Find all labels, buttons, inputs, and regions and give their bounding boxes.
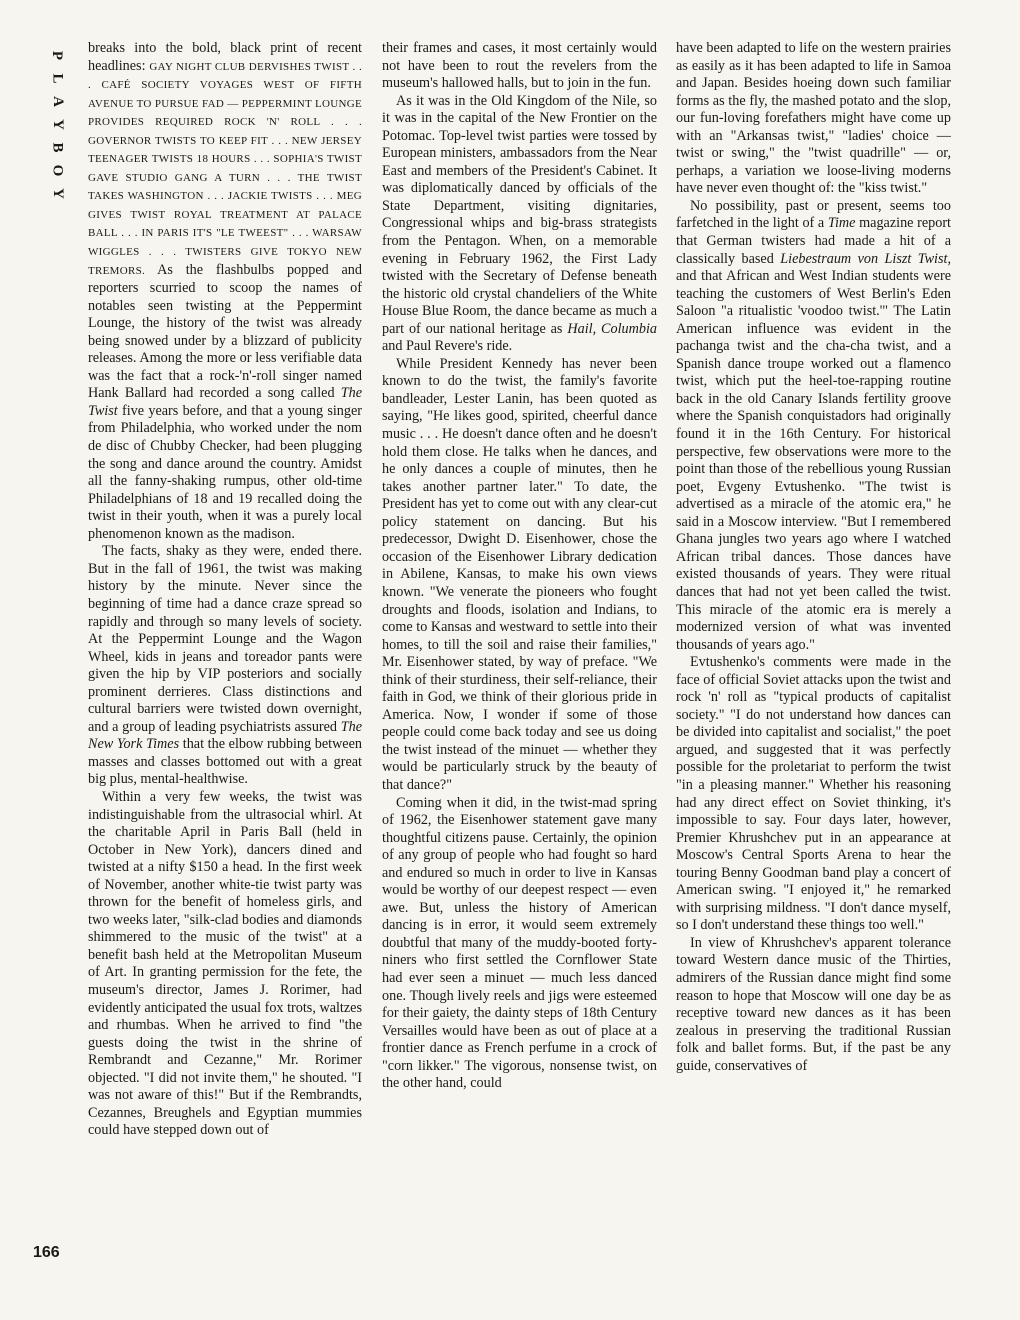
masthead-letter: Y [49,119,66,130]
paragraph: While President Kennedy has never been known to do the twist, the family's favorite bandleader, Lester Lanin, has been quoted as saying, "He likes good, spirited, cheerful dance music . . . He doesn't dance often and he doesn't hold them close. He talks when he dances, and he only dances a couple of minutes, then he takes another partner later." To date, the President has yet to come out with any clear-cut policy statement on dancing. But his predecessor, Dwight D. Eisenhower, chose the occasion of the Eisenhower Library dedication in Abilene, Kansas, to make his own views known. "We venerate the pioneers who fought droughts and floods, isolation and Indians, to come to Kansas and westward to settle into their homes, to till the soil and raise their families," Mr. Eisenhower stated, by way of preface. "We think of their sturdiness, their self-reliance, their faith in God, we think of their glorious pride in America. Now, I wonder if some of those people could come back today and see us doing the twist instead of the minuet — whether they would be particularly struck by the beauty of that dance?" [382,355,657,793]
paragraph: Evtushenko's comments were made in the face of official Soviet attacks upon the twist and rock 'n' roll as "typical products of capitalist society." "I do not understand how dances can be divided into capitalist and socialist," the poet argued, and suggested that it was perfectly possible for the proletariat to perform the twist "in a pleasing manner." Whether his reasoning had any direct effect on Soviet thinking, it's impossible to say. Four days later, however, Premier Khrushchev put in an appearance at Moscow's Central Sports Arena to hear the touring Benny Goodman band play a concert of American swing. "I enjoyed it," he remarked with surprising mildness. "I don't dance myself, so I don't understand these things too well." [676,654,951,934]
paragraph: Coming when it did, in the twist-mad spring of 1962, the Eisenhower statement gave many thoughtful citizens pause. Certainly, the opinion of any group of people who had fought so hard and endured so much in order to live in Kansas would be worthy of our deepest respect — even awe. But, unless the history of American dancing is in error, it would seem extremely doubtful that many of the muddy-booted forty-niners who first settled the Cornflower State had ever seen a minuet — much less danced one. Though lively reels and jigs were esteemed for their gaiety, the dainty steps of 18th Century Versailles would have been as out of place at a frontier dance as French perfume in a crock of "corn likker." The vigorous, nonsense twist, on the other hand, could [382,794,657,1092]
paragraph: As it was in the Old Kingdom of the Nile, so it was in the capital of the New Frontier on the Potomac. Top-level twist parties were tossed by European ministers, ambassadors from the Near East and members of the President's Cabinet. It was diplomatically danced by officials of the State Department, visiting dignitaries, Congressional whips and big-brass strategists from the Pentagon. When, on a memorable evening in February 1962, the First Lady twisted with the Secretary of Defense beneath the historic old crystal chandeliers of the White House Blue Room, the dance became as much a part of our national heritage as Hail, Columbia and Paul Revere's ride. [382,92,657,355]
masthead-letter: O [49,164,66,177]
paragraph: The facts, shaky as they were, ended there. But in the fall of 1961, the twist was making history by the minute. Never since the beginning of time had a dance craze spread so rapidly and through so many levels of society. At the Peppermint Lounge and the Wagon Wheel, kids in jeans and toreador pants were given the hip by VIP posteriors and socially prominent derrieres. Class distinctions and cultural barriers were twisted down overnight, and a group of leading psychiatrists assured The New York Times that the elbow rubbing between masses and classes bottomed out with a great big plus, mental-healthwise. [88,543,362,788]
headlines-smallcaps: GAY NIGHT CLUB DERVISHES TWIST . . . CAFÉ SOCIETY VOYAGES WEST OF FIFTH AVENUE TO PURSUE FAD — PEPPERMINT LOUNGE PROVIDES REQUIRED ROCK 'N' ROLL . . . GOVERNOR TWISTS TO KEEP FIT . . . NEW JERSEY TEENAGER TWISTS 18 HOURS . . . SOPHIA'S TWIST GAVE STUDIO GANG A TURN . . . THE TWIST TAKES WASHINGTON . . . JACKIE TWISTS . . . MEG GIVES TWIST ROYAL TREATMENT AT PALACE BALL . . . IN PARIS IT'S "LE TWEEST" . . . WARSAW WIGGLES . . . TWISTERS GIVE TOKYO NEW TREMORS. [88,60,362,277]
text-column-3 [676,40,951,1280]
paragraph: No possibility, past or present, seems too farfetched in the light of a Time magazine report that German twisters had made a hit of a classically based Liebestraum von Liszt Twist, and that African and West Indian students were teaching the customers of West Berlin's Eden Saloon "a ritualistic 'voodoo twist.'" The Latin American influence was evident in the pachanga twist and the cha-cha twist, and a Spanish dance troupe worked out a flamenco twist, which put the heel-toe-rapping routine back in the old Canary Islands fertility groove where the Spanish conquistadors had originally found it in the 16th Century. For historical perspective, few observations were more to the point than those of the rebellious young Russian poet, Evgeny Evtushenko. "The twist is advertised as a miracle of the atomic era," he said in a Moscow interview. "But I remembered Ghana jungles two years ago where I watched African tribal dances. Those dances have existed thousands of years. They were ritual dances that had not yet been called the twist. This miracle of the atomic era is merely a modernized version of what was invented thousands of years ago." [676,197,951,653]
paragraph: In view of Khrushchev's apparent tolerance toward Western dance music of the Thirties, admirers of the Russian dance might find some reason to hope that Moscow will one day be as receptive toward new dances as it has been zealous in preserving the traditional Russian folk and ballet forms. But, if the past be any guide, conservatives of [676,934,951,1074]
text-column-1 [88,40,362,1280]
paragraph: breaks into the bold, black print of recent headlines: GAY NIGHT CLUB DERVISHES TWIST . . . CAFÉ SOCIETY VOYAGES WEST OF FIFTH AVENUE TO PURSUE FAD — PEPPERMINT LOUNGE PROVIDES REQUIRED ROCK 'N' ROLL . . . GOVERNOR TWISTS TO KEEP FIT . . . NEW JERSEY TEENAGER TWISTS 18 HOURS . . . SOPHIA'S TWIST GAVE STUDIO GANG A TURN . . . THE TWIST TAKES WASHINGTON . . . JACKIE TWISTS . . . MEG GIVES TWIST ROYAL TREATMENT AT PALACE BALL . . . IN PARIS IT'S "LE TWEEST" . . . WARSAW WIGGLES . . . TWISTERS GIVE TOKYO NEW TREMORS. As the flashbulbs popped and reporters scurried to scoop the names of notables seen twisting at the Peppermint Lounge, the history of the twist was already being snowed under by a blizzard of publicity releases. Among the more or less verifiable data was the fact that a rock-'n'-roll singer named Hank Ballard had recorded a song called The Twist five years before, and that a young singer from Philadelphia, who worked under the nom de disc of Chubby Checker, had been plugging the song and dance around the country. Amidst all the fanny-shaking rumpus, other old-time Philadelphians of 18 and 19 recalled doing the twist in their youth, when it was a purely local phenomenon known as the madison. [88,40,362,542]
masthead-letter: L [49,73,66,84]
playboy-masthead [46,44,68,205]
paragraph: their frames and cases, it most certainly would not have been to rout the revelers from the museum's hallowed halls, but to join in the fun. [382,40,657,92]
paragraph: have been adapted to life on the western prairies as easily as it has been adapted to life in Samoa and Japan. Besides hoeing down such familiar forms as the fly, the mashed potato and the slop, our fun-loving forefathers might have come up with an "Arkansas twist," "ladies' choice — twist or swing," the "twist quadrille" — or, perhaps, a variation we loose-living moderns have never even thought of: the "kiss twist." [676,40,951,197]
masthead-letter: A [49,96,66,107]
paragraph: Within a very few weeks, the twist was indistinguishable from the ultrasocial whirl. At the charitable April in Paris Ball (held in October in New York), dancers dined and twisted at a nifty $150 a head. In the first week of November, another white-tie twist party was thrown for the benefit of homeless girls, and two weeks later, "silk-clad bodies and diamonds shimmered to the music of the twist" at a benefit bash held at the Metropolitan Museum of Art. In granting permission for the fete, the museum's director, James J. Rorimer, had evidently anticipated the usual fox trots, waltzes and rhumbas. When he arrived to find "the guests doing the twist in the shrine of Rembrandt and Cezanne," Mr. Rorimer objected. "I did not invite them," he shouted. "I was not aware of this!" But if the Rembrandts, Cezannes, Breughels and Egyptian mummies could have stepped down out of [88,788,362,1139]
masthead-letter: P [49,50,66,61]
song-title: The Twist [88,385,362,419]
magazine-title: Time [827,215,856,232]
text-column-2 [382,40,657,1280]
page-number: 166 [33,1244,60,1261]
publication-title: The New York Times [88,718,362,753]
music-title: Liebestraum von Liszt Twist [780,250,948,267]
masthead-letter: Y [49,188,66,199]
masthead-letter: B [49,142,66,153]
song-title: Hail, Columbia [567,320,657,337]
